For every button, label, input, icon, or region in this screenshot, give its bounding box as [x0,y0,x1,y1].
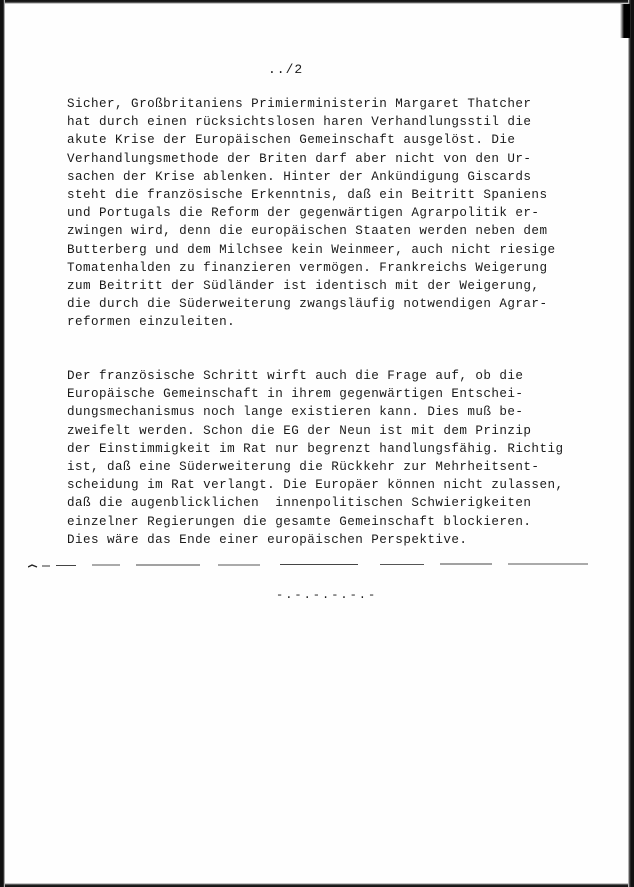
text-line: und Portugals die Reform der gegenwärtigen Agrarpolitik er- [67,206,540,221]
text-line: Der französische Schritt wirft auch die Frage auf, ob die [67,369,524,383]
end-of-text-mark: -.-.-.-.-.- [276,588,378,602]
text-line: der Einstimmigkeit im Rat nur begrenzt handlungsfähig. Richtig [67,441,564,456]
page-number: ../2 [268,62,304,77]
text-line: zweifelt werden. Schon die EG der Neun ist mit dem Prinzip [67,423,532,438]
text-line: Butterberg und dem Milchsee kein Weinmeer, auch nicht riesige [67,242,556,257]
text-line: Sicher, Großbritaniens Primierministerin Margaret Thatcher [67,97,532,111]
text-line: Dies wäre das Ende einer europäischen Perspektive. [67,532,468,547]
text-line: zum Beitritt der Südländer ist identisch mit der Weigerung, [67,278,540,293]
text-line: reformen einzuleiten. [67,315,236,330]
paragraph-1 [67,95,567,331]
text-line: Verhandlungsmethode der Briten darf aber nicht von den Ur- [67,151,532,166]
text-line: akute Krise der Europäischen Gemeinschaft ausgelöst. Die [67,133,516,148]
text-line: die durch die Süderweiterung zwangsläufig notwendigen Agrar- [67,297,548,312]
scan-border-right [628,0,634,887]
separator-rule [28,562,588,570]
text-line: steht die französische Erkenntnis, daß ein Beitritt Spaniens [67,187,548,202]
text-line: hat durch einen rücksichtslosen haren Verhandlungsstil die [67,115,532,130]
paragraph-2 [67,367,567,549]
scan-border-left [0,0,5,887]
scan-border-top [0,0,634,4]
text-line: zwingen wird, denn die europäischen Staaten werden neben dem [67,224,548,239]
text-line: dungsmechanismus noch lange existieren kann. Dies muß be- [67,405,524,420]
text-line: scheidung im Rat verlangt. Die Europäer können nicht zulassen, [67,478,564,493]
scan-border-bottom [0,883,634,887]
text-line: einzelner Regierungen die gesamte Gemeinschaft blockieren. [67,514,532,529]
text-line: sachen der Krise ablenken. Hinter der Ankündigung Giscards [67,169,532,184]
scan-corner-mark [616,4,630,38]
text-line: daß die augenblicklichen innenpolitischen Schwierigkeiten [67,496,532,511]
text-line: Europäische Gemeinschaft in ihrem gegenwärtigen Entschei- [67,387,524,402]
text-line: Tomatenhalden zu finanzieren vermögen. Frankreichs Weigerung [67,260,548,275]
text-line: ist, daß eine Süderweiterung die Rückkehr zur Mehrheitsent- [67,459,540,474]
